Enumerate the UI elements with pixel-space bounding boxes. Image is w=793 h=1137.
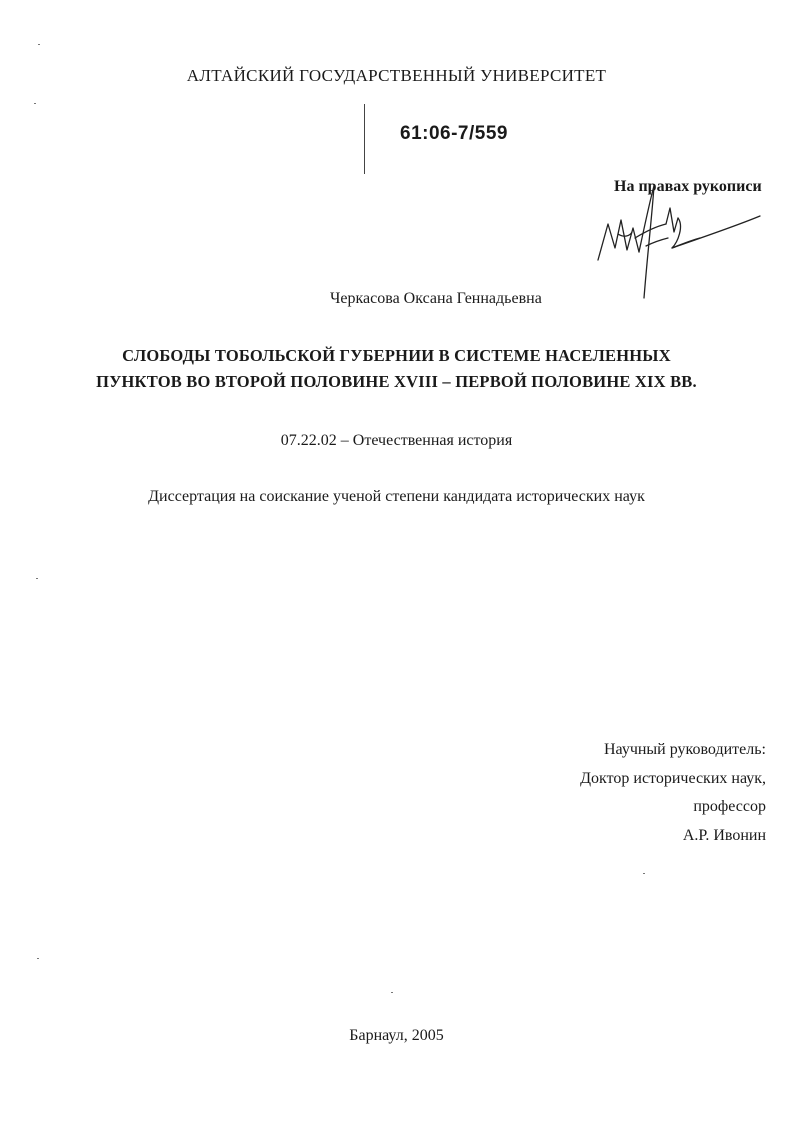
scan-speck: [643, 873, 645, 874]
archive-code: 61:06-7/559: [400, 123, 508, 144]
scan-speck: [37, 958, 39, 959]
advisor-rank: профессор: [693, 798, 766, 815]
city-year: Барнаул, 2005: [349, 1027, 444, 1044]
advisor-degree: Доктор исторических наук,: [580, 770, 766, 787]
rights-note: На правах рукописи: [614, 178, 762, 195]
scan-speck: [34, 103, 36, 104]
archive-divider: [364, 104, 365, 174]
advisor-label: Научный руководитель:: [603, 741, 766, 758]
advisor-name: А.Р. Ивонин: [682, 827, 766, 844]
university-name: АЛТАЙСКИЙ ГОСУДАРСТВЕННЫЙ УНИВЕРСИТЕТ: [186, 66, 607, 85]
author-name: Черкасова Оксана Геннадьевна: [330, 290, 542, 307]
dissertation-title-line-2: ПУНКТОВ ВО ВТОРОЙ ПОЛОВИНЕ XVIII – ПЕРВОЙ ПОЛОВИНЕ XIX ВВ.: [96, 372, 697, 391]
scan-speck: [36, 578, 38, 579]
signature-image: [588, 178, 768, 303]
scan-speck: [38, 44, 40, 45]
specialty-code: 07.22.02 – Отечественная история: [280, 432, 513, 449]
degree-statement: Диссертация на соискание ученой степени кандидата исторических наук: [148, 488, 645, 505]
dissertation-title-line-1: СЛОБОДЫ ТОБОЛЬСКОЙ ГУБЕРНИИ В СИСТЕМЕ НАСЕЛЕННЫХ: [122, 346, 671, 365]
scan-speck: [391, 992, 393, 993]
